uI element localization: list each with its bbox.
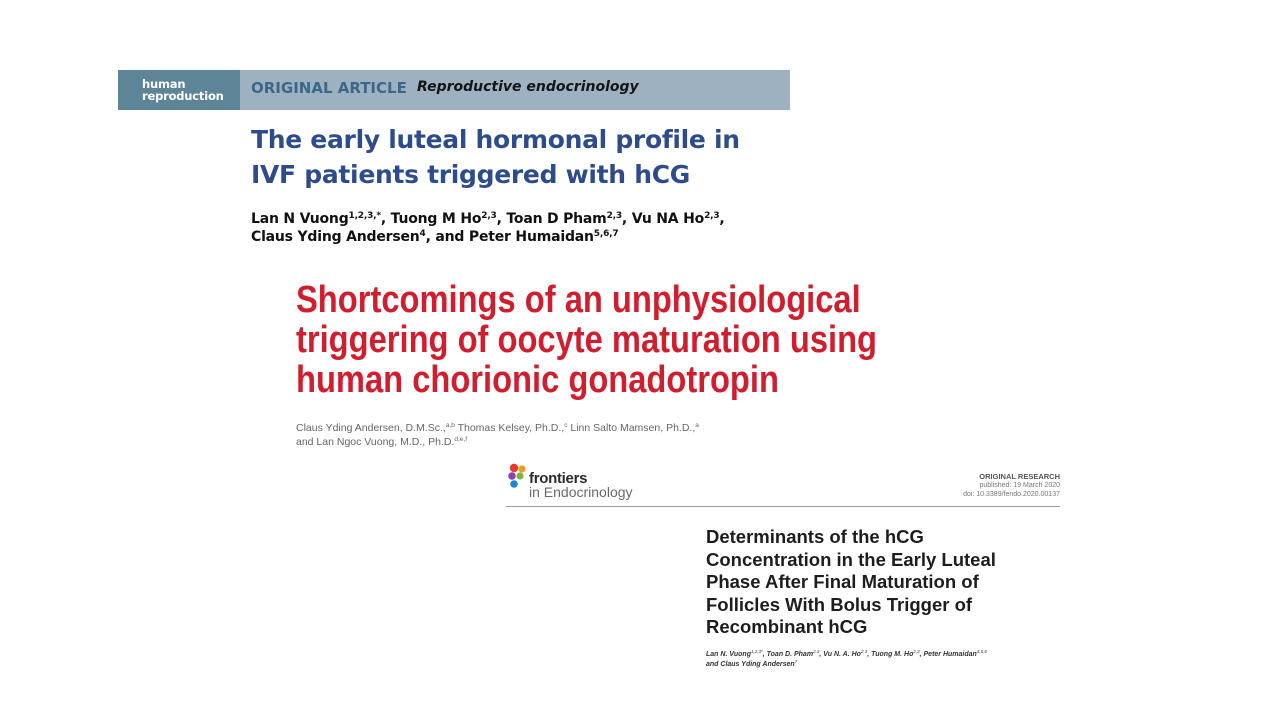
title-line: Phase After Final Maturation of — [706, 571, 979, 592]
author-affiliation: 2,3 — [606, 211, 622, 221]
logo-dot-purple — [508, 472, 516, 480]
logo-dot-green — [516, 472, 523, 479]
article-type-label: ORIGINAL RESEARCH — [979, 472, 1060, 481]
article-type-label: ORIGINAL ARTICLE — [251, 79, 407, 97]
author-affiliation: 4 — [419, 229, 426, 239]
author-line — [296, 435, 856, 449]
article-subject-label: Reproductive endocrinology — [417, 79, 639, 95]
author-affiliation: 1,2,3* — [750, 649, 763, 654]
author-line — [706, 660, 1066, 670]
title-line: Concentration in the Early Luteal — [706, 548, 996, 570]
author-name: and Claus Yding Andersen — [706, 661, 795, 668]
author-name: and Lan Ngoc Vuong, M.D., Ph.D. — [296, 436, 455, 448]
article-title — [296, 280, 898, 400]
author-list — [296, 421, 856, 449]
author-affiliation: a — [695, 422, 699, 429]
journal-logo-line: reproduction — [142, 89, 224, 103]
author-name: Claus Yding Andersen, D.M.Sc., — [296, 422, 446, 434]
author-line — [296, 421, 856, 435]
logo-dot-orange — [518, 465, 525, 472]
author-affiliation: 2,3 — [704, 211, 720, 221]
logo-dot-blue — [510, 480, 518, 488]
author-line — [706, 650, 1066, 660]
article-title — [251, 122, 811, 192]
author-name: , Peter Humaidan — [919, 651, 977, 658]
author-name: Lan N Vuong — [251, 211, 349, 227]
author-name: , Vu N. A. Ho — [819, 651, 861, 658]
journal-name: in Endocrinology — [529, 484, 633, 500]
title-line: triggering of oocyte maturation using — [296, 319, 877, 361]
author-line — [251, 228, 811, 246]
journal-header-bar — [118, 70, 790, 110]
author-affiliation: 1,2,3,* — [348, 211, 381, 221]
frontiers-logo-icon — [506, 463, 530, 489]
author-name: Linn Salto Mamsen, Ph.D., — [567, 422, 696, 434]
title-line: Recombinant hCG — [706, 616, 868, 637]
article-meta — [880, 472, 1060, 499]
author-affiliation: 2,3 — [913, 649, 920, 654]
author-affiliation: 5,6,7 — [593, 229, 619, 239]
author-list — [251, 210, 811, 246]
title-line: human chorionic gonadotropin — [296, 359, 779, 401]
author-name: Thomas Kelsey, Ph.D., — [454, 422, 565, 434]
logo-dot-red — [510, 464, 518, 472]
author-separator: , — [719, 211, 725, 227]
author-affiliation: c — [564, 422, 568, 429]
author-affiliation: 2,3 — [860, 649, 868, 654]
author-name: , Tuong M. Ho — [867, 651, 914, 658]
journal-logo-line: human — [142, 77, 186, 91]
author-name: , Toan D. Pham — [762, 651, 814, 658]
author-line — [251, 210, 811, 228]
published-date: published: 19 March 2020 — [979, 482, 1060, 489]
title-line: Determinants of the hCG — [706, 526, 924, 547]
article-title — [706, 526, 1066, 639]
title-line: Shortcomings of an unphysiological — [296, 279, 861, 321]
title-line: IVF patients triggered with hCG — [251, 160, 690, 189]
author-affiliation: d,e,f — [454, 436, 468, 443]
author-affiliation: a,b — [445, 422, 455, 429]
title-line: The early luteal hormonal profile in — [251, 125, 740, 154]
author-name: Claus Yding Andersen — [251, 229, 420, 245]
author-name: , and Peter Humaidan — [425, 229, 594, 245]
publisher-name: frontiers — [529, 470, 588, 487]
author-affiliation: 4,5,6 — [976, 649, 987, 654]
title-line: Follicles With Bolus Trigger of — [706, 593, 973, 615]
header-divider — [506, 506, 1060, 507]
human-reproduction-logo — [118, 70, 240, 110]
author-affiliation: 2,3 — [481, 211, 497, 221]
author-list — [706, 650, 1066, 670]
author-affiliation: 2,3 — [813, 649, 820, 654]
author-name: , Vu NA Ho — [621, 211, 705, 227]
author-name: , Toan D Pham — [496, 211, 607, 227]
author-name: , Tuong M Ho — [380, 211, 482, 227]
author-name: Lan N. Vuong — [706, 651, 751, 658]
doi-link[interactable]: doi: 10.3389/fendo.2020.00137 — [963, 491, 1060, 498]
author-affiliation: 7 — [794, 659, 798, 664]
